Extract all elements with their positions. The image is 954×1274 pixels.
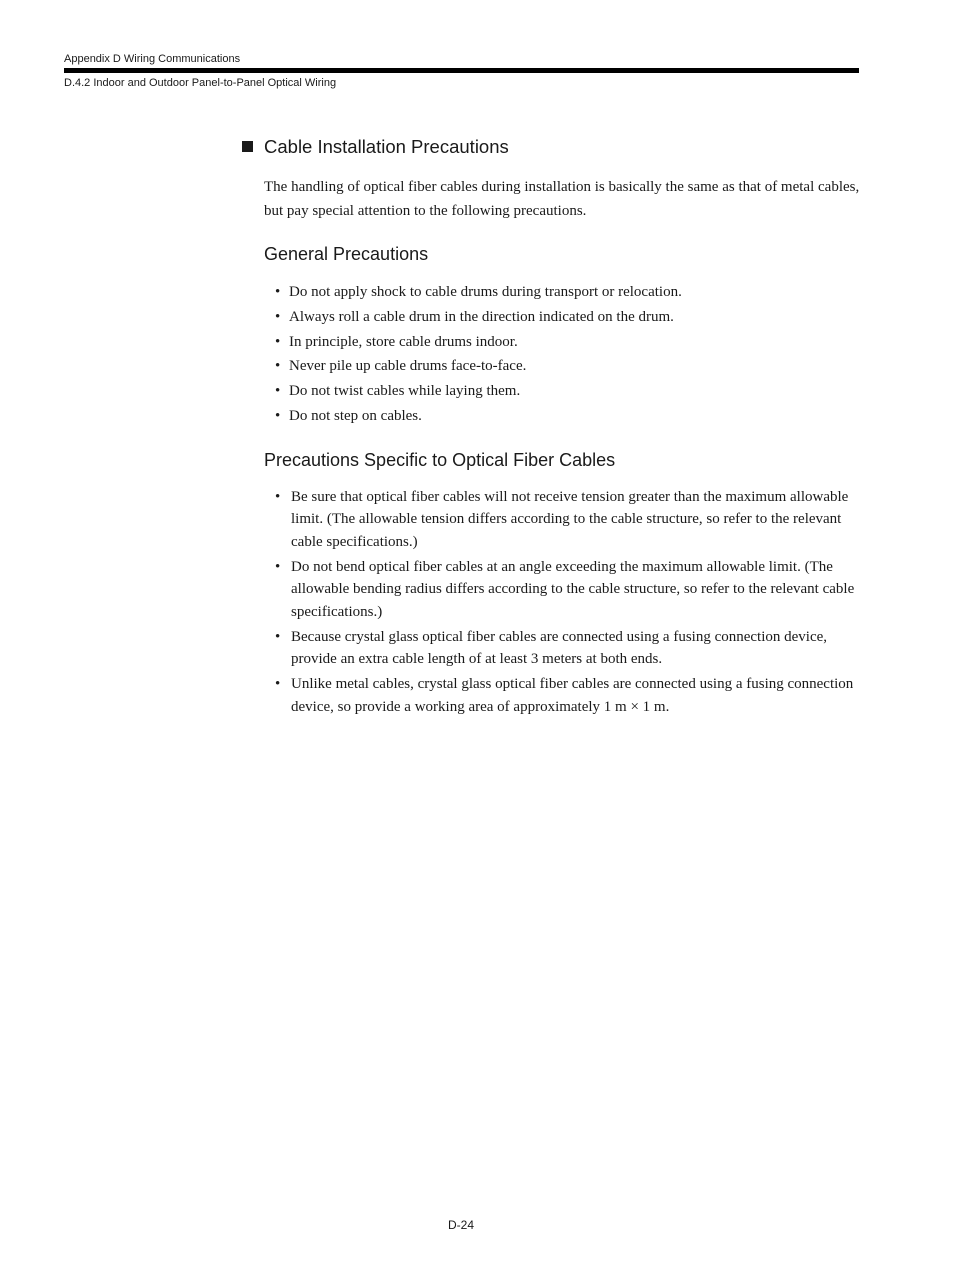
list-item-text: Unlike metal cables, crystal glass optical fiber cables are connected using a fusing connection device, so provide a working area of approximately 1 m × 1 m.	[291, 676, 854, 715]
list-item	[242, 673, 863, 718]
page-body	[242, 133, 862, 721]
bullet-icon: •	[275, 488, 281, 505]
list-item-text: Do not step on cables.	[289, 407, 422, 424]
list-item	[242, 305, 862, 330]
optical-precautions-heading: Precautions Specific to Optical Fiber Cables	[264, 449, 616, 470]
intro-paragraph: The handling of optical fiber cables during installation is basically the same as that of metal cables, but pay special attention to the following precautions.	[264, 179, 860, 219]
list-item-text: In principle, store cable drums indoor.	[289, 333, 518, 350]
square-bullet-icon	[242, 141, 253, 152]
list-item	[242, 556, 863, 624]
running-header-chapter: Appendix D Wiring Communications	[64, 53, 241, 65]
list-item-text: Do not bend optical fiber cables at an angle exceeding the maximum allowable limit. (The allowable bending radius differs according to the cable structure, so refer to the relevant cable specifications.)	[291, 558, 855, 620]
list-item	[242, 379, 862, 404]
header-rule	[64, 68, 859, 73]
bullet-icon: •	[275, 407, 281, 424]
list-item-text: Do not apply shock to cable drums during transport or relocation.	[289, 284, 682, 300]
list-item	[242, 404, 862, 429]
list-item-text: Do not twist cables while laying them.	[289, 383, 521, 400]
bullet-icon: •	[275, 383, 281, 400]
bullet-icon: •	[275, 628, 281, 645]
list-item-text: Always roll a cable drum in the direction indicated on the drum.	[289, 308, 674, 325]
running-header-section: D.4.2 Indoor and Outdoor Panel-to-Panel Optical Wiring	[64, 77, 337, 89]
list-item-text: Because crystal glass optical fiber cables are connected using a fusing connection device, provide an extra cable length of at least 3 meters at both ends.	[291, 628, 828, 668]
bullet-icon: •	[275, 676, 281, 693]
page-number: D-24	[447, 1218, 474, 1232]
bullet-icon: •	[275, 333, 281, 350]
bullet-icon: •	[275, 558, 281, 575]
bullet-icon: •	[275, 308, 281, 325]
optical-precautions-list	[242, 486, 862, 719]
list-item	[242, 354, 862, 379]
general-precautions-heading: General Precautions	[264, 244, 429, 264]
bullet-icon: •	[275, 284, 281, 300]
list-item	[242, 330, 862, 355]
list-item	[242, 626, 863, 671]
list-item	[242, 280, 862, 305]
section-heading	[242, 133, 862, 161]
list-item	[242, 486, 863, 554]
list-item-text: Never pile up cable drums face-to-face.	[289, 358, 527, 375]
section-heading-text: Cable Installation Precautions	[264, 136, 509, 157]
bullet-icon: •	[275, 358, 281, 375]
general-precautions-list	[242, 280, 862, 429]
list-item-text: Be sure that optical fiber cables will not receive tension greater than the maximum allowable limit. (The allowable tension differs according to the cable structure, so refer to the relevant cable specifications.)	[291, 488, 849, 550]
